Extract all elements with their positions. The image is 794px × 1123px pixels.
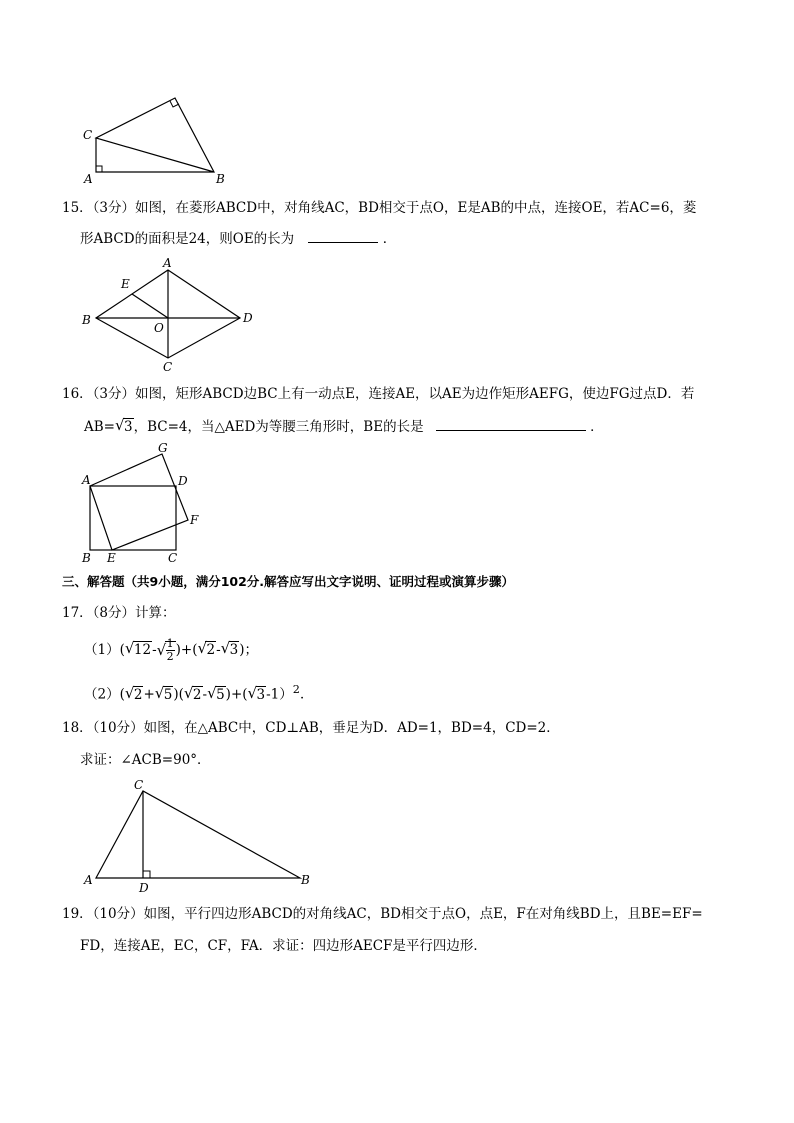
label-O: O — [154, 321, 164, 335]
q19-line2: FD，连接AE，EC，CF，FA．求证：四边形AECF是平行四边形． — [80, 938, 487, 954]
q15-line2-text: 形ABCD的面积是24，则OE的长为 — [80, 231, 295, 247]
label-A: A — [84, 172, 93, 186]
sqrt-3b: √ 3 — [220, 639, 239, 658]
label-C: C — [134, 778, 144, 792]
q18-line2: 求证：∠ACB=90°． — [80, 752, 211, 768]
figure-q16-rectangles — [78, 440, 208, 568]
figure-q15-rhombus — [78, 252, 268, 374]
q16-line2-text: ，BC=4，当△AED为等腰三角形时，BE的长是 — [133, 419, 424, 435]
q15-line1: 15．（3分）如图，在菱形ABCD中，对角线AC，BD相交于点O，E是AB的中点，连接OE，若AC=6，菱 — [62, 200, 697, 216]
label-A: A — [82, 473, 91, 487]
label-B: B — [82, 313, 91, 327]
q18-line1: 18．（10分）如图，在△ABC中，CD⊥AB，垂足为D．AD=1，BD=4，CD=2． — [62, 720, 560, 736]
sqrt-12: √ 12 — [124, 639, 152, 658]
label-E: E — [121, 277, 130, 291]
label-A: A — [84, 873, 93, 887]
sqrt-half: √ $\frac{1}{2}$ — [156, 637, 174, 663]
q16-line2-end: ． — [590, 419, 604, 435]
q16-line2 — [84, 416, 604, 437]
right-angle-mark — [143, 871, 150, 878]
sqrt-5a: √ 5 — [154, 683, 173, 703]
q19-line1: 19．（10分）如图，平行四边形ABCD的对角线AC，BD相交于点O，点E，F在对角线BD上，且BE=EF= — [62, 906, 703, 922]
q17-title: 17．（8分）计算： — [62, 605, 176, 621]
label-E: E — [107, 551, 116, 565]
q16-line1: 16．（3分）如图，矩形ABCD边BC上有一动点E，连接AE，以AE为边作矩形AEFG，使边FG过点D．若 — [62, 386, 695, 402]
rectangle-aefg — [90, 454, 188, 550]
right-angle-mark-a — [96, 166, 102, 172]
label-B: B — [301, 873, 310, 887]
label-D: D — [139, 881, 149, 894]
triangle-lines — [96, 98, 214, 172]
label-F: F — [190, 513, 199, 527]
sqrt-2: √ 2 — [197, 639, 216, 658]
section-3-heading: 三、解答题（共9小题，满分102分.解答应写出文字说明、证明过程或演算步骤） — [62, 574, 515, 589]
q17-p1-label: （1） — [84, 642, 120, 658]
q16-answer-blank[interactable] — [436, 416, 586, 431]
sqrt-2a: √ 2 — [124, 683, 143, 703]
q15-line2-end: ． — [382, 231, 397, 247]
label-G: G — [158, 441, 168, 455]
sqrt-5b: √ 5 — [207, 683, 225, 703]
label-B: B — [82, 551, 91, 565]
segment-oe — [132, 294, 168, 318]
q15-answer-blank[interactable] — [308, 228, 378, 243]
label-C: C — [168, 551, 178, 565]
label-B: B — [216, 172, 225, 186]
figure-q14-triangle — [78, 90, 238, 190]
label-C: C — [163, 360, 173, 374]
triangle-abc — [96, 791, 300, 878]
q16-ab-text: AB= — [84, 419, 115, 435]
label-D: D — [178, 474, 188, 488]
q15-line2 — [80, 228, 396, 249]
sqrt-3: √ 3 — [114, 416, 133, 435]
label-A: A — [163, 256, 172, 270]
rectangle-abcd — [90, 486, 176, 550]
sqrt-2b: √ 2 — [183, 683, 202, 703]
label-C: C — [83, 128, 93, 142]
exponent: 2 — [292, 683, 300, 696]
label-D: D — [243, 311, 253, 325]
q17-part2: （2）( √ 2+ √ 5)( √ 2- √ 5)+( √ 3-1）$^2$． — [84, 683, 314, 703]
q17-p2-label: （2） — [84, 686, 120, 703]
sqrt-3c: √ 3 — [247, 683, 266, 703]
figure-q18-triangle — [78, 776, 318, 894]
q17-part1: （1）( √ 12- √ $\frac{1}{2}$ )+( √ 2- √ 3)； — [84, 637, 259, 663]
